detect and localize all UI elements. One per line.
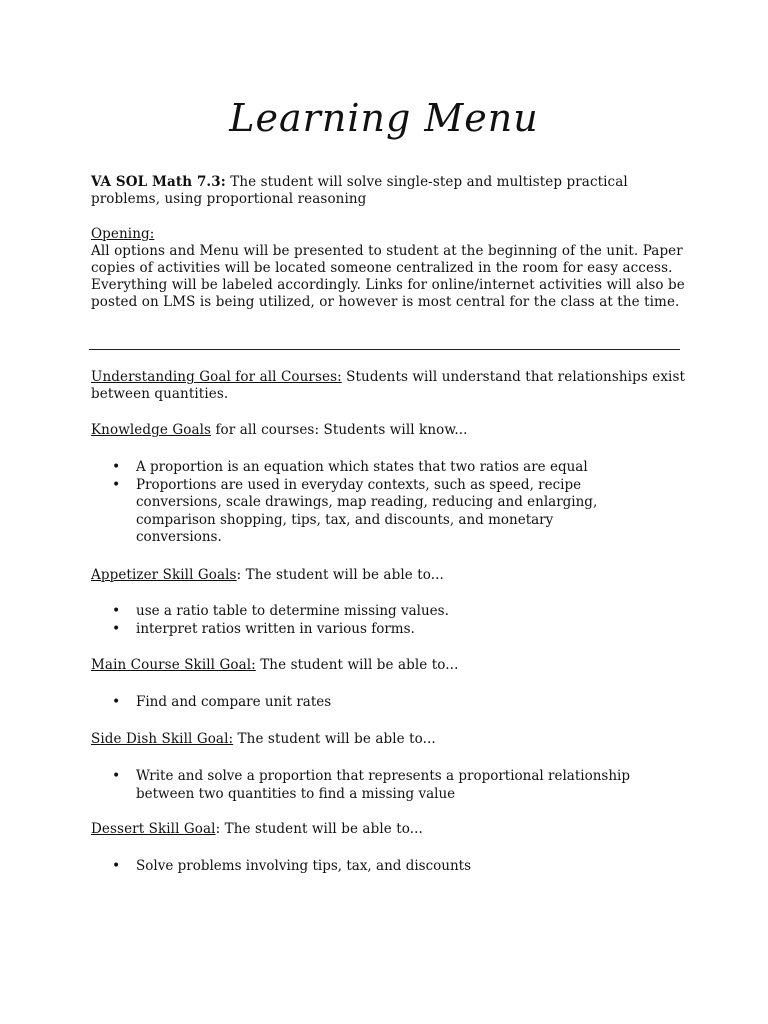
main-course-list: [112, 694, 652, 712]
opening-heading: Opening:: [91, 226, 155, 242]
list-item: • Find and compare unit rates: [112, 694, 652, 712]
knowledge-list: [112, 459, 642, 547]
list-item: • Proportions are used in everyday contexts, such as speed, recipe conversions, scale drawings, map reading, reducing and enlarging, comparison shopping, tips, tax, and discounts, and monetary conversions.: [112, 477, 642, 547]
dessert-text: : The student will be able to...: [215, 821, 423, 837]
standard-label: VA SOL Math 7.3:: [91, 174, 226, 190]
list-item: • Solve problems involving tips, tax, and discounts: [112, 858, 652, 876]
main-course-heading: Main Course Skill Goal:: [91, 657, 256, 673]
appetizer-heading: Appetizer Skill Goals: [91, 567, 237, 583]
knowledge-heading: Knowledge Goals: [91, 422, 212, 438]
side-dish-paragraph: [91, 731, 691, 748]
appetizer-list: [112, 603, 652, 638]
opening-text: All options and Menu will be presented to student at the beginning of the unit. Paper copies of activities will be located someone centralized in the room for easy access. Everything will be labeled accordingly. Links for online/internet activities will also be posted on LMS is being utilized, or however is most central for the class at the time.: [91, 243, 685, 310]
side-dish-list: [112, 768, 652, 803]
main-course-paragraph: [91, 657, 691, 674]
main-course-text: The student will be able to...: [255, 657, 459, 673]
understanding-heading: Understanding Goal for all Courses:: [91, 369, 342, 385]
list-item: • interpret ratios written in various forms.: [112, 621, 652, 639]
standard-paragraph: [91, 174, 691, 208]
side-dish-heading: Side Dish Skill Goal:: [91, 731, 234, 747]
list-item: • Write and solve a proportion that represents a proportional relationship between two quantities to find a missing value: [112, 768, 652, 803]
understanding-paragraph: [91, 369, 691, 403]
standard-text: The student will solve single-step and multistep practical problems, using proportional reasoning: [91, 174, 628, 207]
understanding-text: Students will understand that relationships exist between quantities.: [91, 369, 686, 402]
list-item: • A proportion is an equation which states that two ratios are equal: [112, 459, 642, 477]
dessert-heading: Dessert Skill Goal: [91, 821, 216, 837]
appetizer-text: : The student will be able to...: [236, 567, 444, 583]
dessert-list: [112, 858, 652, 876]
dessert-paragraph: [91, 821, 691, 838]
appetizer-paragraph: [91, 567, 691, 584]
knowledge-paragraph: [91, 422, 691, 439]
page-title: Learning Menu: [229, 96, 539, 140]
knowledge-text: for all courses: Students will know...: [211, 422, 468, 438]
list-item: • use a ratio table to determine missing values.: [112, 603, 652, 621]
opening-section: [91, 226, 691, 311]
side-dish-text: The student will be able to...: [233, 731, 436, 747]
section-divider: [89, 349, 680, 350]
